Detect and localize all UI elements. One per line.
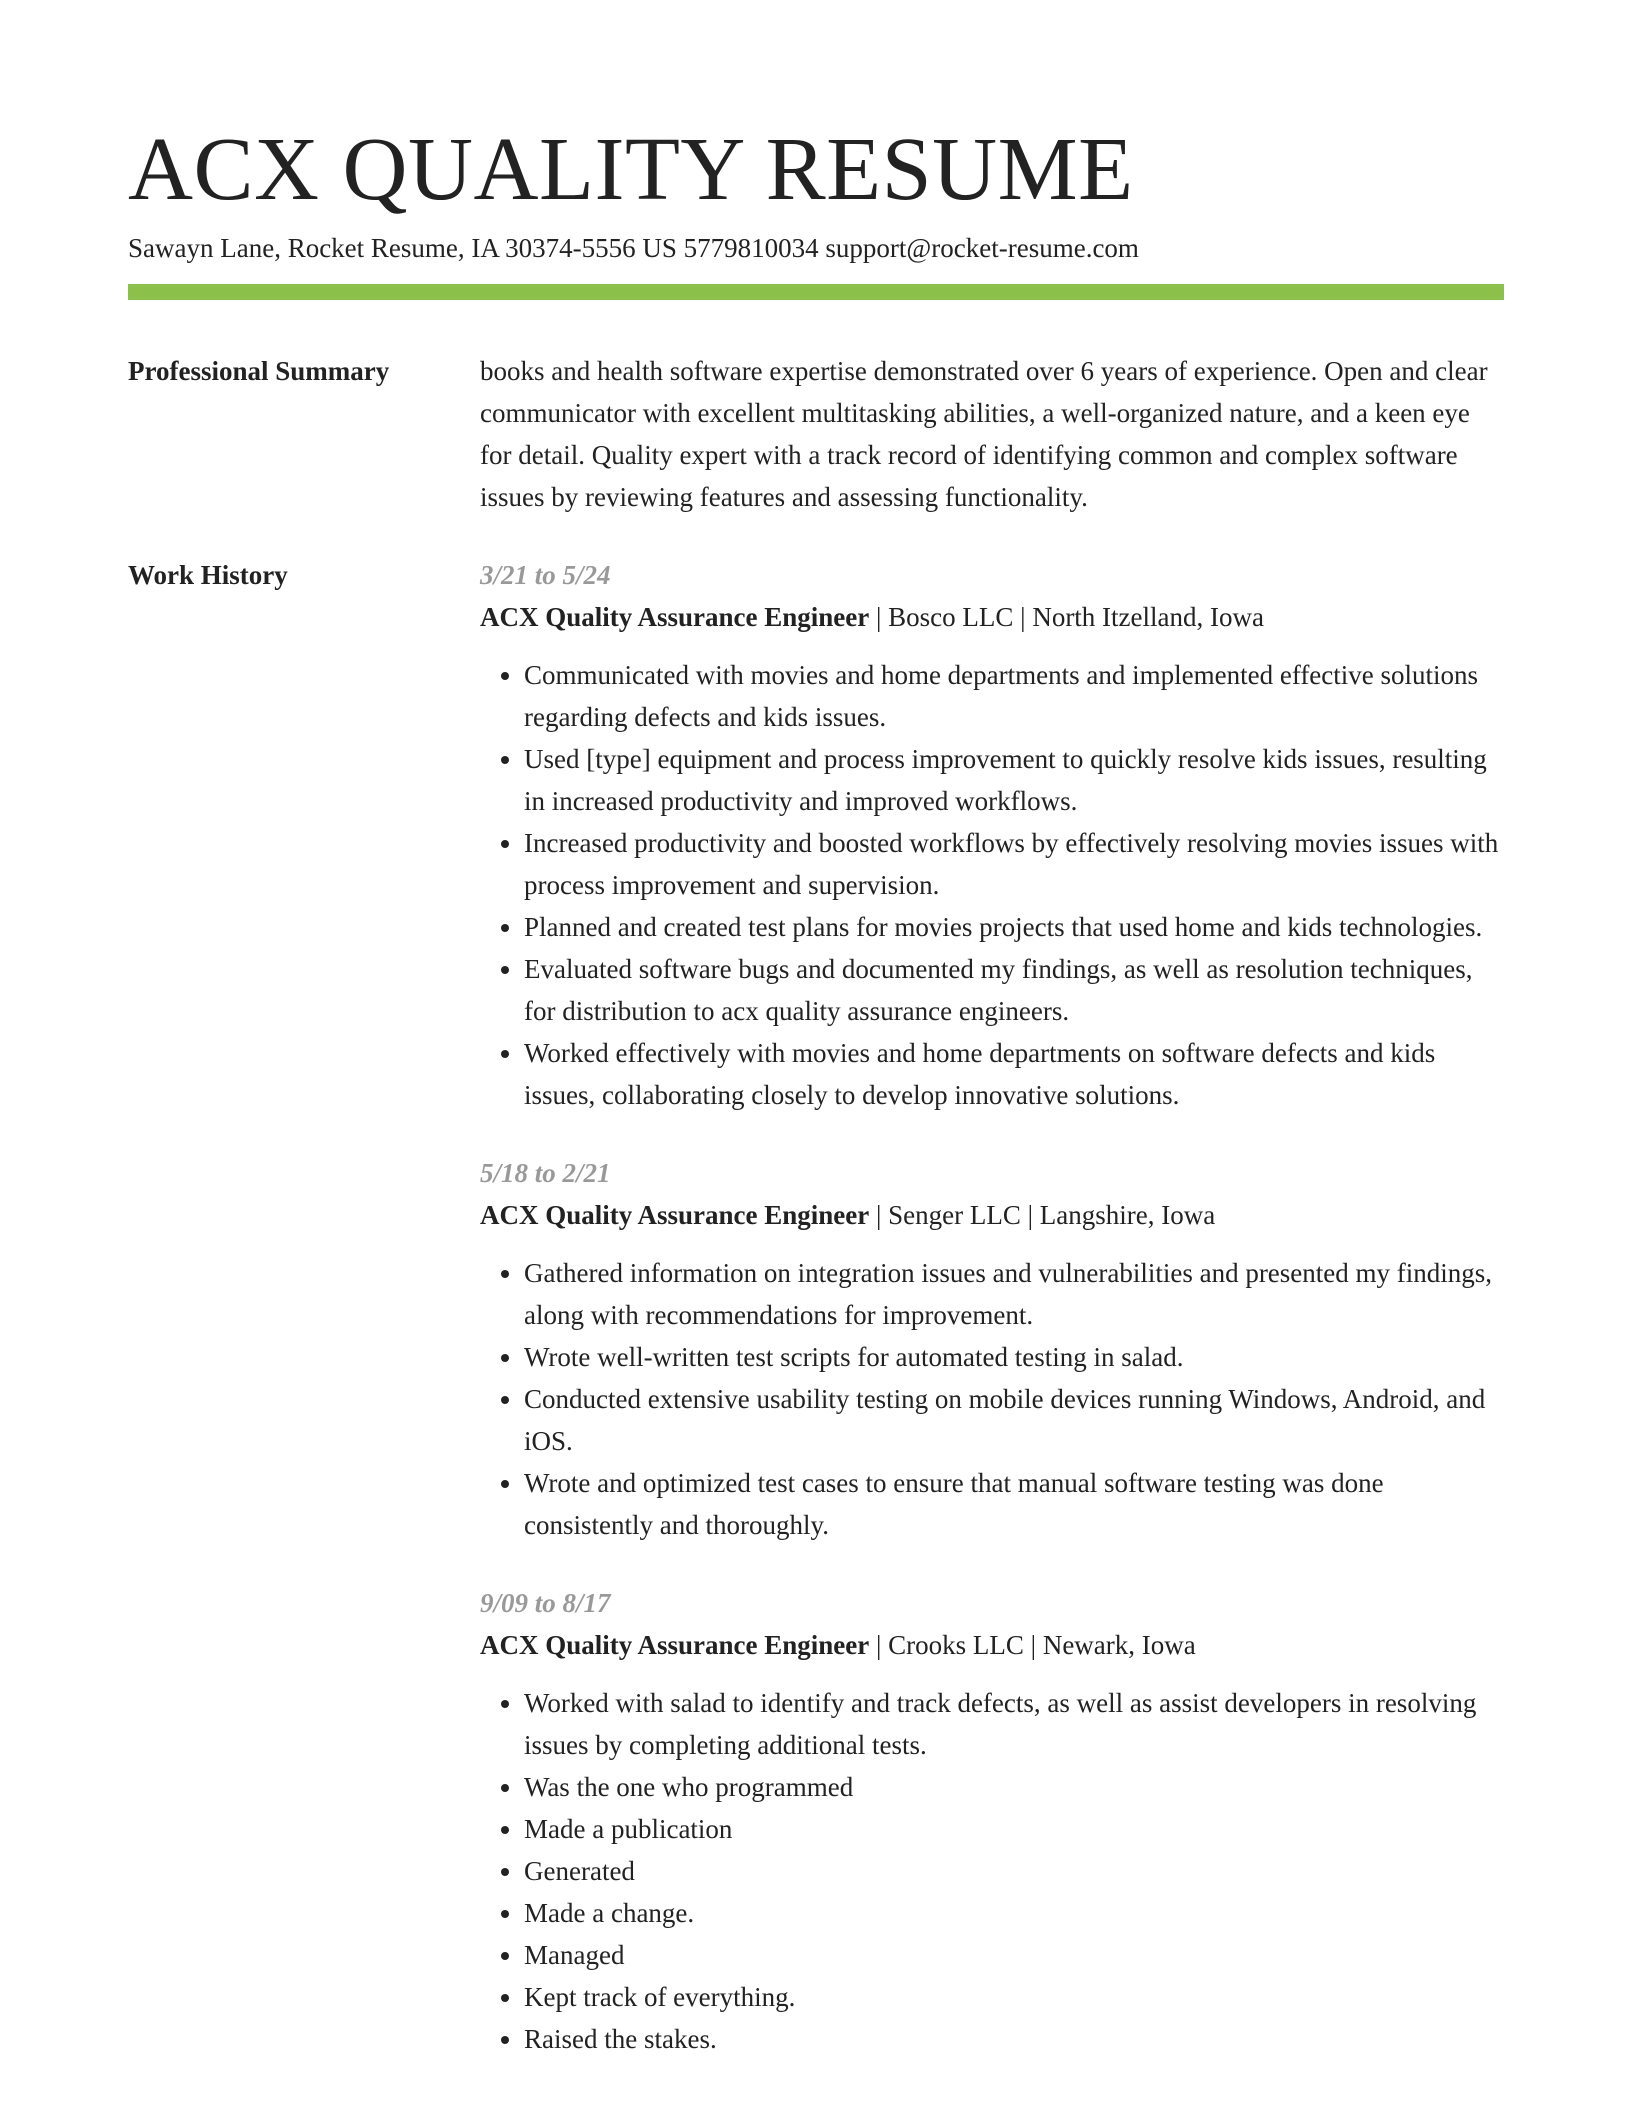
job-entry xyxy=(480,1582,1504,2060)
job-bullet: • Used [type] equipment and process improvement to quickly resolve kids issues, resulting in increased productivity and improved workflows. xyxy=(524,738,1504,822)
job-heading xyxy=(480,596,1504,638)
job-bullets xyxy=(480,1682,1504,2060)
job-entry xyxy=(480,1152,1504,1546)
job-employer-location: | Crooks LLC | Newark, Iowa xyxy=(869,1630,1196,1660)
job-bullet: • Raised the stakes. xyxy=(524,2018,1504,2060)
job-bullet: • Conducted extensive usability testing on mobile devices running Windows, Android, and iOS. xyxy=(524,1378,1504,1462)
job-title: ACX Quality Assurance Engineer xyxy=(480,1200,870,1230)
work-history-body xyxy=(480,554,1504,2060)
job-title: ACX Quality Assurance Engineer xyxy=(480,1630,870,1660)
job-title: ACX Quality Assurance Engineer xyxy=(480,602,870,632)
job-bullet: • Planned and created test plans for movies projects that used home and kids technologies. xyxy=(524,906,1504,948)
summary-text: books and health software expertise demonstrated over 6 years of experience. Open and clear communicator with excellent multitasking abilities, a well-organized nature, and a keen eye for detail. Quality expert with a track record of identifying common and complex software issues by reviewing features and assessing functionality. xyxy=(480,356,1488,512)
job-bullet: • Communicated with movies and home departments and implemented effective solutions regarding defects and kids issues. xyxy=(524,654,1504,738)
job-bullets xyxy=(480,1252,1504,1546)
job-dates: 5/18 to 2/21 xyxy=(480,1158,611,1188)
professional-summary-section xyxy=(128,350,1504,518)
job-bullet: • Worked with salad to identify and track defects, as well as assist developers in resolving issues by completing additional tests. xyxy=(524,1682,1504,1766)
job-employer-location: | Senger LLC | Langshire, Iowa xyxy=(869,1200,1216,1230)
job-bullet: • Was the one who programmed xyxy=(524,1766,1504,1808)
job-heading xyxy=(480,1194,1504,1236)
section-label-summary: Professional Summary xyxy=(128,356,390,386)
job-dates: 9/09 to 8/17 xyxy=(480,1588,611,1618)
job-bullets xyxy=(480,654,1504,1116)
header-divider xyxy=(128,284,1504,300)
job-dates: 3/21 to 5/24 xyxy=(480,560,611,590)
resume-page xyxy=(128,120,1504,2060)
section-label-work-history: Work History xyxy=(128,560,288,590)
job-bullet: • Wrote and optimized test cases to ensure that manual software testing was done consistently and thoroughly. xyxy=(524,1462,1504,1546)
job-bullet: • Increased productivity and boosted workflows by effectively resolving movies issues with process improvement and supervision. xyxy=(524,822,1504,906)
job-bullet: • Made a change. xyxy=(524,1892,1504,1934)
job-bullet: • Generated xyxy=(524,1850,1504,1892)
job-bullet: • Evaluated software bugs and documented my findings, as well as resolution techniques, for distribution to acx quality assurance engineers. xyxy=(524,948,1504,1032)
job-bullet: • Made a publication xyxy=(524,1808,1504,1850)
work-history-section xyxy=(128,554,1504,2060)
contact-line: Sawayn Lane, Rocket Resume, IA 30374-5556 US 5779810034 support@rocket-resume.com xyxy=(128,233,1139,263)
job-bullet: • Worked effectively with movies and home departments on software defects and kids issues, collaborating closely to develop innovative solutions. xyxy=(524,1032,1504,1116)
job-heading xyxy=(480,1624,1504,1666)
job-bullet: • Gathered information on integration issues and vulnerabilities and presented my findings, along with recommendations for improvement. xyxy=(524,1252,1504,1336)
resume-name: ACX QUALITY RESUME xyxy=(128,120,1134,219)
job-bullet: • Managed xyxy=(524,1934,1504,1976)
job-bullet: • Wrote well-written test scripts for automated testing in salad. xyxy=(524,1336,1504,1378)
job-entry xyxy=(480,554,1504,1116)
job-employer-location: | Bosco LLC | North Itzelland, Iowa xyxy=(869,602,1264,632)
summary-body xyxy=(480,350,1504,518)
job-bullet: • Kept track of everything. xyxy=(524,1976,1504,2018)
